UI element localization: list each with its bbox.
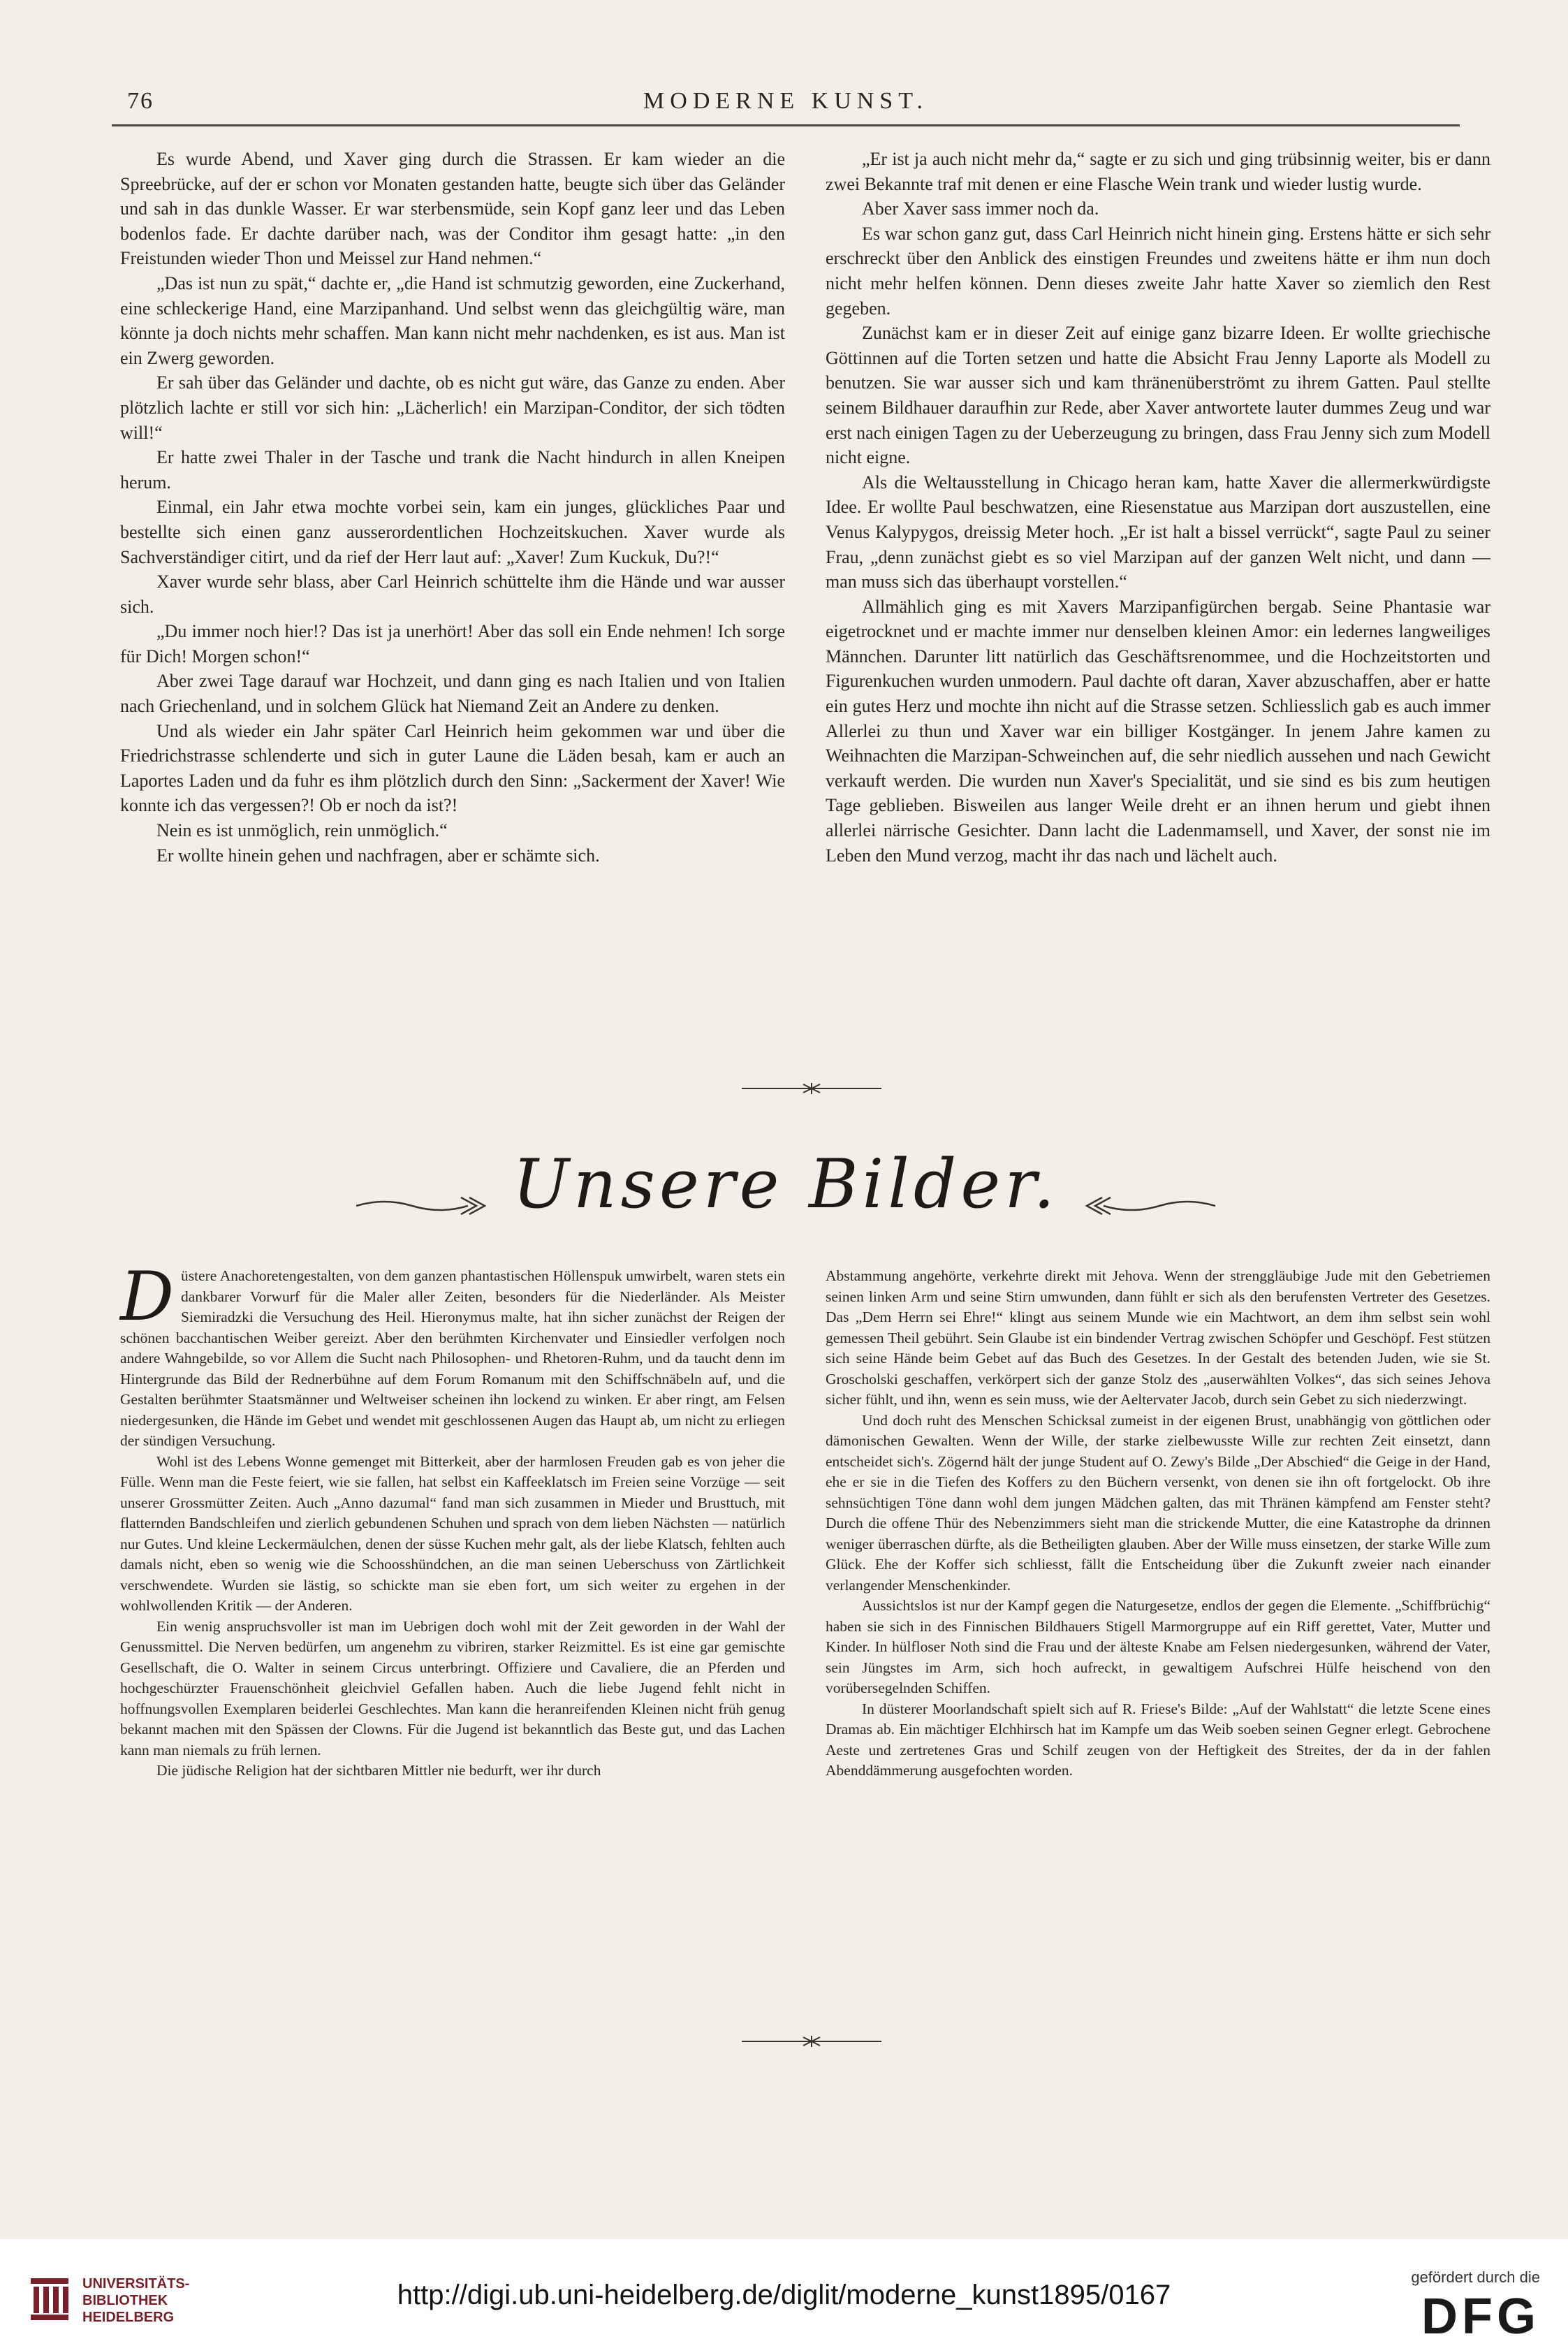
paragraph	[120, 1258, 785, 1452]
paragraph: Aussichtslos ist nur der Kampf gegen die Naturgesetze, endlos der gegen die Elemente. „Schiffbrüchig“ haben sie sich in des Finnischen Bildhauers Stigell Marmorgruppe auf ein Riff gerettet, Vater, Mutter und Kinder. In hülfloser Noth sind die Frau und der älteste Knabe am Felsen niedergesunken, während der Vater, sein Jüngstes im Arm, sich hoch aufreckt, in gewaltigem Aufschrei Hülfe heischend von den vorübersegelnden Schiffen.	[826, 1597, 1490, 1696]
paragraph: Es war schon ganz gut, dass Carl Heinrich nicht hinein ging. Erstens hätte er sich sehr erschreckt über den Anblick des einstigen Freundes und zweitens hätte er ihm nun doch nicht mehr helfen können. Denn dieses zweite Jahr hatte Xaver so ziemlich den Rest gegeben.	[826, 223, 1490, 319]
paragraph: Wohl ist des Lebens Wonne gemenget mit Bitterkeit, aber der harmlosen Freuden gab es von jeher die Fülle. Wenn man die Feste feiert, wie sie fallen, hat selbst ein Kaffeeklatsch im Freien seine Vorzüge — seit unserer Grossmütter Zeiten. Auch „Anno dazumal“ fand man sich zusammen in Mieder und Brusttuch, mit flatternden Bandschleifen und zierlich gebundenen Schuhen und sprach von dem lieben Nächsten — natürlich nur Gutes. Und kleine Leckermäulchen, denen der süsse Kuchen mehr galt, als der liebe Klatsch, fehlten auch damals nicht, eben so wenig wie die Schoosshündchen, an die man seinen Ueberschuss von Zärtlichkeit verschwendete. Wurden sie lästig, so schickte man sie eben fort, um sich weiter zu ergehen in der wohlwollenden Kritik — der Anderen.	[120, 1452, 785, 1614]
section-heading: Unsere Bilder.	[512, 1145, 1060, 1223]
paragraph: Nein es ist unmöglich, rein unmöglich.“	[156, 820, 448, 841]
paragraph: „Du immer noch hier!? Das ist ja unerhört! Aber das soll ein Ende nehmen! Ich sorge für Dich! Morgen schon!“	[120, 621, 785, 666]
page-number: 76	[127, 88, 154, 114]
page-header	[112, 82, 1460, 126]
heading-flourish-right-icon	[1083, 1190, 1215, 1218]
paragraph: Xaver wurde sehr blass, aber Carl Heinrich schüttelte ihm die Hände und war ausser sich.	[120, 571, 785, 617]
sponsor-label: gefördert durch die	[1411, 2268, 1540, 2286]
ornament-divider-top	[742, 1081, 881, 1095]
story-column-left	[120, 147, 785, 868]
paragraph: „Das ist nun zu spät,“ dachte er, „die Hand ist schmutzig geworden, eine Zuckerhand, eine schleckerige Hand, eine Marzipanhand. Und selbst wenn das gleichgültig wäre, man könnte ja doch nichts mehr schaffen. Man kann nicht mehr nachdenken, es ist aus. Man ist ein Zwerg geworden.	[120, 272, 785, 368]
story-column-right	[826, 147, 1490, 868]
paragraph: Und als wieder ein Jahr später Carl Heinrich heim gekommen war und über die Friedrichstrasse schlenderte und sich in guter Laune die Läden besah, kam er auch an Laportes Laden und da fuhr es ihm plötzlich durch den Sinn: „Sackerment der Xaver! Wie konnte ich das vergessen?! Ob er noch da ist?!	[120, 720, 785, 816]
paragraph: Als die Weltausstellung in Chicago heran kam, hatte Xaver die allermerkwürdigste Idee. Er wollte Paul beschwatzen, eine Riesenstatue aus Marzipan dort auszustellen, eine Venus Kalypygos, dreissig Meter hoch. „Er ist halt a bissel verrückt“, sagte Paul zu seiner Frau, „denn zunächst giebt es so viel Marzipan auf der ganzen Welt nicht, und dann — man muss sich das überhaupt vorstellen.“	[826, 472, 1490, 592]
section-heading-block	[112, 1146, 1460, 1237]
running-title: MODERNE KUNST.	[643, 88, 928, 114]
paragraph: Ein wenig anspruchsvoller ist man im Uebrigen doch wohl mit der Zeit geworden in der Wahl der Genussmittel. Die Nerven bedürfen, um angenehm zu vibriren, starker Reizmittel. Es ist eine gar gemischte Gesellschaft, die O. Walter in seinem Circus unterbringt. Offiziere und Cavaliere, die an Pferden und hochgeschürzter Frauenschönheit gleichviel Gefallen haben. Auch die liebe Jugend fehlt nicht in hoffnungsvollen Exemplaren beiderlei Geschlechtes. Man kann die heranreifenden Kleinen nicht früh genug bekannt machen mit den Spässen der Clowns. Für die Jugend ist bekanntlich das Beste gut, und das Lachen kann man niemals zu früh lernen.	[120, 1617, 785, 1758]
paragraph: Einmal, ein Jahr etwa mochte vorbei sein, kam ein junges, glückliches Paar und bestellte sich einen ganz ausserordentlichen Hochzeitskuchen. Xaver wurde als Sachverständiger citirt, und da rief der Herr laut auf: „Xaver! Zum Kuckuk, Du?!“	[120, 497, 785, 567]
institution-line: BIBLIOTHEK	[82, 2293, 168, 2308]
paragraph: Die jüdische Religion hat der sichtbaren Mittler nie bedurft, wer ihr durch	[156, 1762, 601, 1779]
paragraph: Aber Xaver sass immer noch da.	[862, 198, 1099, 219]
paragraph: Aber zwei Tage darauf war Hochzeit, und dann ging es nach Italien und von Italien nach Griechenland, und in solchem Glück hat Niemand Zeit an Andere zu denken.	[120, 671, 785, 717]
section-column-left	[120, 1258, 785, 1782]
divider-ornament-icon	[742, 2034, 881, 2048]
ornament-divider-bottom	[742, 2034, 881, 2048]
permalink-url[interactable]: http://digi.ub.uni-heidelberg.de/diglit/moderne_kunst1895/0167	[397, 2280, 1171, 2310]
paragraph: Und doch ruht des Menschen Schicksal zumeist in der eigenen Brust, unabhängig von göttlichen oder dämonischen Gewalten. Wenn der Wille, der starke zielbewusste Wille zur rechten Zeit einsetzt, dann entscheidet sich's. Zögernd hält der junge Student auf O. Zewy's Bilde „Der Abschied“ die Geige in der Hand, ehe er sie in die Tiefen des Koffers zu den Büchern versenkt, von denen sie ihn oft fortgelockt. Ob ihre sehnsüchtigen Töne dann wohl dem jungen Mädchen galten, das mit Thränen kämpfend am Fenster steht? Durch die offene Thür des Nebenzimmers sieht man die strickende Mutter, die eine Katastrophe da drinnen weniger überraschen dürfte, als die Betheiligten glauben. Aber der Wille muss einsetzen, der starke Wille zum Glück. Ehe der Koffer sich schliesst, fällt die Entscheidung über die Zukunft zweier nach einander verlangender Menschenkinder.	[826, 1411, 1490, 1594]
digitization-footer	[0, 2239, 1568, 2346]
paragraph: Abstammung angehörte, verkehrte direkt mit Jehova. Wenn der strenggläubige Jude mit den Gebetriemen seinen linken Arm und seine Stirn umwunden, dann fühlt er sich als den berufensten Vertreter des Gesetzes. Das „Dem Herrn sei Ehre!“ klingt aus seinem Munde wie ein Machtwort, an dem ihm selbst sein wohl gemessen Theil gebührt. Sein Glaube ist ein bindender Vertrag zwischen Schöpfer und Geschöpf. Fest stützen sich seine Hände beim Gebet auf das Buch des Gesetzes. In der Gestalt des betenden Juden, wie sie St. Groscholski geschaffen, verkörpert sich der ganze Stolz des „auserwählten Volkes“, das sich seines Jehova sicher fühlt, und ihn, wenn es sein muss, wie der Aeltervater Jacob, durch sein Gebet zu sich niederzwingt.	[826, 1267, 1490, 1408]
paragraph: Es wurde Abend, und Xaver ging durch die Strassen. Er kam wieder an die Spreebrücke, auf der er schon vor Monaten gestanden hatte, beugte sich über das Geländer und sah in das dunkle Wasser. Er war sterbensmüde, sein Kopf ganz leer und das Leben bodenlos fade. Er dachte darüber nach, was der Conditor ihm gesagt hatte: „in den Freistunden wieder Thon und Meissel zur Hand nehmen.“	[120, 149, 785, 269]
divider-ornament-icon	[742, 1081, 881, 1095]
paragraph: „Er ist ja auch nicht mehr da,“ sagte er zu sich und ging trübsinnig weiter, bis er dann zwei Bekannte traf mit denen er eine Flasche Wein trank und wieder lustig wurde.	[826, 149, 1490, 194]
paragraph: Er hatte zwei Thaler in der Tasche und trank die Nacht hindurch in allen Kneipen herum.	[120, 447, 785, 493]
paragraph: Allmählich ging es mit Xavers Marzipanfigürchen bergab. Seine Phantasie war eigetrocknet und er machte immer nur denselben kleinen Amor: ein ledernes langweiliges Männchen. Darunter litt natürlich das Geschäftsrenommee, und die Hochzeitstorten und Figurenkuchen wurden unmodern. Paul dachte oft daran, Xaver abzuschaffen, aber er hatte ein gutes Herz und mochte ihn nicht auf die Strasse setzen. Schliesslich gab es auch immer Allerlei zu thun und Xaver war ein billiger Kostgänger. In jenem Jahre kamen zu Weihnachten die Marzipan-Schweinchen auf, die sehr niedlich aussehen und nach Gewicht verkauft werden. Die wurden nun Xaver's Specialität, und sie sind es bis zum heutigen Tage geblieben. Bisweilen aus langer Weile dreht er an ihnen herum und giebt ihnen allerlei närrische Gesichter. Dann lacht die Ladenmamsell, und Xaver, der sonst nie im Leben den Mund verzog, macht ihr das nach und lächelt auch.	[826, 596, 1490, 866]
paragraph: Zunächst kam er in dieser Zeit auf einige ganz bizarre Ideen. Er wollte griechische Göttinnen auf die Torten setzen und hatte die Absicht Frau Jenny Laporte als Modell zu benutzen. Sie war ausser sich und kam thränenüberströmt zu ihrem Gatten. Paul stellte seinem Bildhauer daraufhin zur Rede, aber Xaver antwortete lauter dummes Zeug und war erst nach einigen Tagen zu der Ueberzeugung zu bringen, dass Frau Jenny sich zum Modell nicht eigne.	[826, 323, 1490, 468]
paragraph: Er sah über das Geländer und dachte, ob es nicht gut wäre, das Ganze zu enden. Aber plötzlich lachte er still vor sich hin: „Lächerlich! ein Marzipan-Conditor, der sich tödten will!“	[120, 372, 785, 443]
section-column-right	[826, 1266, 1490, 1782]
paragraph-text: üstere Anachoretengestalten, von dem ganzen phantastischen Höllenspuk umwirbelt, waren stets ein dankbarer Vorwurf für die Maler aller Zeiten, besonders für die Niederländer. Als Meister Siemiradzki die Versuchung des Heil. Hieronymus malte, hat ihn sicher zunächst der Reigen der schönen bacchantischen Weiber gereizt. Aber den berühmten Kirchenvater und Einsiedler verfolgen noch andere Wahngebilde, so vor Allem die Sucht nach Philosophen- und Rhetoren-Ruhm, und da taucht denn im Hintergrunde das Bild der Rednerbühne auf dem Forum Romanum mit den Schiffschnäbeln auf, und die Gestalten berühmter Staatsmänner und Weltweiser scheinen ihn lockend zu winken. Er aber ringt, am Felsen niedergesunken, die Hände im Gebet und wendet mit geschlossenen Augen das Haupt ab, um nicht zu erliegen der sündigen Versuchung.	[120, 1267, 785, 1449]
paragraph: In düsterer Moorlandschaft spielt sich auf R. Friese's Bilde: „Auf der Wahlstatt“ die letzte Scene eines Dramas ab. Ein mächtiger Elchhirsch hat im Kampfe um das Weib soeben seinen Gegner erlegt. Gebrochene Aeste und zertretenes Gras und Schilf zeugen von der Heftigkeit des Streites, der da in der fahlen Abenddämmerung ausgefochten worden.	[826, 1700, 1490, 1779]
institution-line: UNIVERSITÄTS-	[82, 2276, 190, 2292]
dfg-logo: DFG	[1421, 2289, 1540, 2345]
heading-flourish-left-icon	[356, 1190, 489, 1218]
paragraph: Er wollte hinein gehen und nachfragen, aber er schämte sich.	[156, 845, 600, 866]
institution-line: HEIDELBERG	[82, 2310, 175, 2325]
drop-cap: D	[120, 1258, 174, 1336]
